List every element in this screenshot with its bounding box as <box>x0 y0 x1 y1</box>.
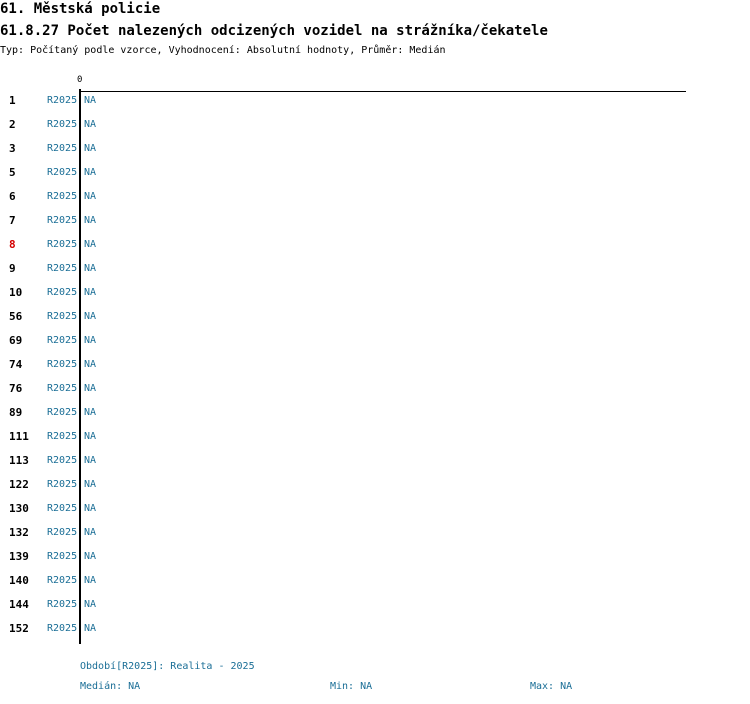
data-label: NA <box>84 527 97 538</box>
chart-row <box>0 89 700 113</box>
series-label: R2025 <box>47 311 78 322</box>
data-label: NA <box>84 383 97 394</box>
category-label: 3 <box>9 142 16 155</box>
data-label: NA <box>84 95 97 106</box>
chart-row <box>0 521 700 545</box>
category-label: 69 <box>9 334 23 347</box>
series-label: R2025 <box>47 575 78 586</box>
series-label: R2025 <box>47 599 78 610</box>
chart-row <box>0 161 700 185</box>
series-label: R2025 <box>47 239 78 250</box>
category-label: 140 <box>9 574 29 587</box>
chart-row <box>0 137 700 161</box>
chart-row <box>0 377 700 401</box>
category-label: 9 <box>9 262 16 275</box>
category-label: 139 <box>9 550 29 563</box>
category-label: 10 <box>9 286 23 299</box>
data-label: NA <box>84 287 97 298</box>
category-label: 56 <box>9 310 23 323</box>
category-label: 152 <box>9 622 29 635</box>
chart-row <box>0 617 700 641</box>
data-label: NA <box>84 551 97 562</box>
series-label: R2025 <box>47 455 78 466</box>
series-label: R2025 <box>47 503 78 514</box>
chart-row <box>0 329 700 353</box>
data-label: NA <box>84 167 97 178</box>
category-label: 130 <box>9 502 29 515</box>
chart-row <box>0 473 700 497</box>
chart-row <box>0 593 700 617</box>
chart-row <box>0 257 700 281</box>
category-label: 89 <box>9 406 23 419</box>
series-label: R2025 <box>47 431 78 442</box>
chart-row <box>0 497 700 521</box>
footer-period: Období[R2025]: Realita - 2025 <box>80 661 255 672</box>
chart-row <box>0 545 700 569</box>
category-label: 5 <box>9 166 16 179</box>
series-label: R2025 <box>47 551 78 562</box>
category-label: 6 <box>9 190 16 203</box>
series-label: R2025 <box>47 143 78 154</box>
x-tick-label: 0 <box>77 75 83 85</box>
chart-row <box>0 209 700 233</box>
chart-title: 61.8.27 Počet nalezených odcizených vozidel na strážníka/čekatele <box>0 23 548 39</box>
category-label: 2 <box>9 118 16 131</box>
series-label: R2025 <box>47 263 78 274</box>
category-label: 8 <box>9 238 16 251</box>
data-label: NA <box>84 119 97 130</box>
chart-row <box>0 185 700 209</box>
category-label: 76 <box>9 382 23 395</box>
series-label: R2025 <box>47 215 78 226</box>
chart-row <box>0 449 700 473</box>
page-heading: 61. Městská policie <box>0 1 161 17</box>
data-label: NA <box>84 143 97 154</box>
data-label: NA <box>84 479 97 490</box>
category-label: 122 <box>9 478 29 491</box>
data-label: NA <box>84 623 97 634</box>
category-label: 74 <box>9 358 23 371</box>
footer-min: Min: NA <box>330 681 373 692</box>
data-label: NA <box>84 599 97 610</box>
category-label: 111 <box>9 430 29 443</box>
series-label: R2025 <box>47 287 78 298</box>
category-label: 1 <box>9 94 16 107</box>
chart-row <box>0 569 700 593</box>
series-label: R2025 <box>47 623 78 634</box>
footer-max: Max: NA <box>530 681 573 692</box>
data-label: NA <box>84 191 97 202</box>
series-label: R2025 <box>47 479 78 490</box>
category-label: 7 <box>9 214 16 227</box>
data-label: NA <box>84 335 97 346</box>
series-label: R2025 <box>47 191 78 202</box>
series-label: R2025 <box>47 119 78 130</box>
chart-row <box>0 425 700 449</box>
data-label: NA <box>84 455 97 466</box>
series-label: R2025 <box>47 95 78 106</box>
data-label: NA <box>84 407 97 418</box>
chart-row <box>0 305 700 329</box>
data-label: NA <box>84 575 97 586</box>
chart-row <box>0 281 700 305</box>
chart-row <box>0 353 700 377</box>
series-label: R2025 <box>47 383 78 394</box>
data-label: NA <box>84 311 97 322</box>
data-label: NA <box>84 431 97 442</box>
data-label: NA <box>84 503 97 514</box>
series-label: R2025 <box>47 527 78 538</box>
chart-row <box>0 401 700 425</box>
data-label: NA <box>84 215 97 226</box>
series-label: R2025 <box>47 167 78 178</box>
series-label: R2025 <box>47 359 78 370</box>
series-label: R2025 <box>47 407 78 418</box>
series-label: R2025 <box>47 335 78 346</box>
chart-subtitle: Typ: Počítaný podle vzorce, Vyhodnocení: Absolutní hodnoty, Průměr: Medián <box>0 45 446 56</box>
data-label: NA <box>84 359 97 370</box>
data-label: NA <box>84 263 97 274</box>
chart-row <box>0 233 700 257</box>
category-label: 132 <box>9 526 29 539</box>
category-label: 144 <box>9 598 29 611</box>
category-label: 113 <box>9 454 29 467</box>
chart-row <box>0 113 700 137</box>
data-label: NA <box>84 239 97 250</box>
footer-median: Medián: NA <box>80 681 141 692</box>
